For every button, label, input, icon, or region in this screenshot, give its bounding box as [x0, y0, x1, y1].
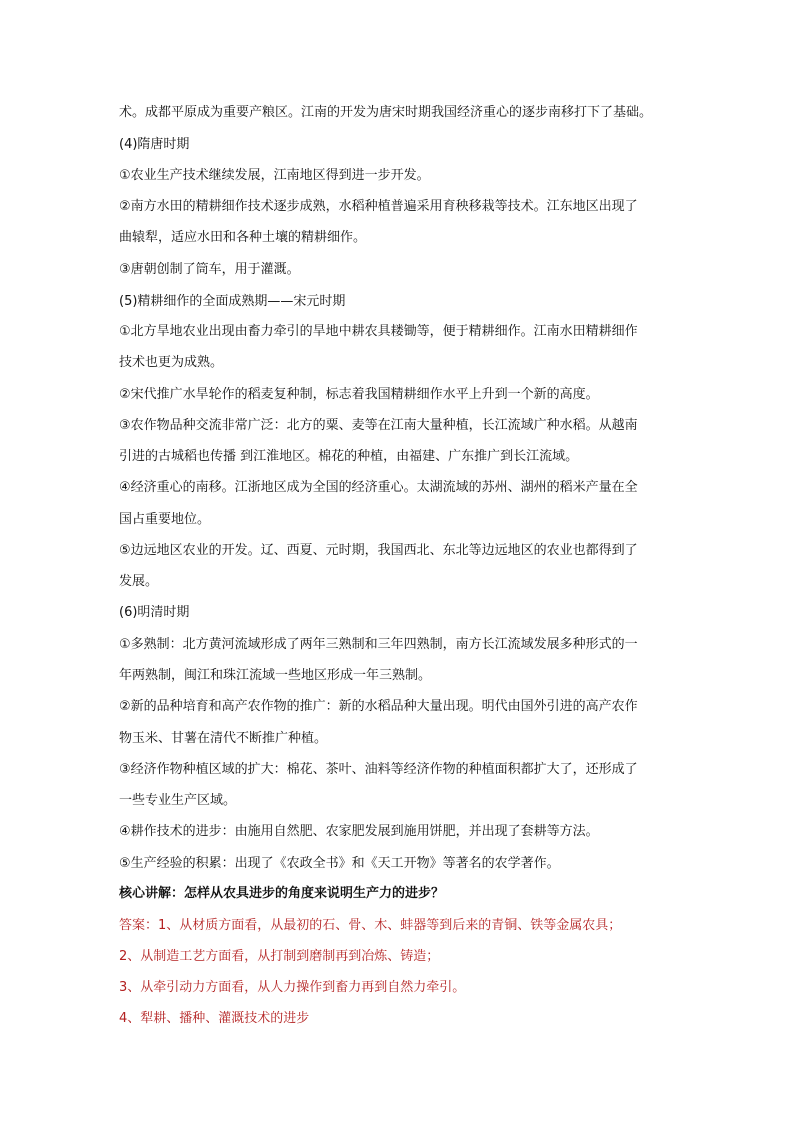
text-line: ③唐朝创制了筒车，用于灌溉。 [119, 262, 300, 277]
answer-line: 2、从制造工艺方面看，从打制到磨制再到冶炼、铸造； [119, 949, 440, 964]
text-line: 发展。 [119, 574, 159, 589]
section-heading: (5)精耕细作的全面成熟期——宋元时期 [119, 294, 346, 309]
text-line: ④耕作技术的进步：由施用自然肥、农家肥发展到施用饼肥，并出现了套耕等方法。 [119, 824, 599, 839]
text-line: ①北方旱地农业出现由畜力牵引的旱地中耕农具耧锄等，便于精耕细作。江南水田精耕细作 [119, 324, 638, 339]
text-line: 技术也更为成熟。 [119, 355, 224, 370]
text-line: ②新的品种培育和高产农作物的推广：新的水稻品种大量出现。明代由国外引进的高产农作 [119, 699, 638, 714]
text-line: 曲辕犁，适应水田和各种土壤的精耕细作。 [119, 230, 367, 245]
text-line: ①农业生产技术继续发展，江南地区得到进一步开发。 [119, 168, 430, 183]
text-line: 物玉米、甘薯在清代不断推广种植。 [119, 731, 328, 746]
text-line: ③农作物品种交流非常广泛：北方的粟、麦等在江南大量种植，长江流域广种水稻。从越南 [119, 418, 638, 433]
text-line: 术。成都平原成为重要产粮区。江南的开发为唐宋时期我国经济重心的逐步南移打下了基础。 [119, 105, 653, 120]
text-line: 国占重要地位。 [119, 512, 211, 527]
answer-line: 3、从牵引动力方面看，从人力操作到畜力再到自然力牵引。 [119, 980, 466, 995]
text-line: ⑤边远地区农业的开发。辽、西夏、元时期，我国西北、东北等边远地区的农业也都得到了 [119, 543, 638, 558]
text-line: ①多熟制：北方黄河流域形成了两年三熟制和三年四熟制，南方长江流域发展多种形式的一 [119, 637, 638, 652]
core-question-heading: 核心讲解：怎样从农具进步的角度来说明生产力的进步？ [119, 886, 445, 901]
answer-line: 4、犁耕、播种、灌溉技术的进步 [119, 1011, 310, 1026]
section-heading: (4)隋唐时期 [119, 137, 190, 152]
text-line: ②南方水田的精耕细作技术逐步成熟，水稻种植普遍采用育秧移栽等技术。江东地区出现了 [119, 199, 638, 214]
text-line: ②宋代推广水旱轮作的稻麦复种制，标志着我国精耕细作水平上升到一个新的高度。 [119, 387, 599, 402]
text-line: 年两熟制，闽江和珠江流域一些地区形成一年三熟制。 [119, 668, 432, 683]
section-heading: (6)明清时期 [119, 605, 190, 620]
text-line: ④经济重心的南移。江浙地区成为全国的经济重心。太湖流域的苏州、湖州的稻米产量在全 [119, 480, 638, 495]
text-line: 引进的古城稻也传播 到江淮地区。棉花的种植，由福建、广东推广到长江流域。 [119, 449, 579, 464]
text-line: 一些专业生产区域。 [119, 793, 237, 808]
answer-line: 答案：1、从材质方面看，从最初的石、骨、木、蚌器等到后来的青铜、铁等金属农具； [119, 918, 622, 933]
text-line: ⑤生产经验的积累：出现了《农政全书》和《天工开物》等著名的农学著作。 [119, 856, 560, 871]
text-line: ③经济作物种植区域的扩大：棉花、茶叶、油料等经济作物的种植面积都扩大了，还形成了 [119, 762, 638, 777]
